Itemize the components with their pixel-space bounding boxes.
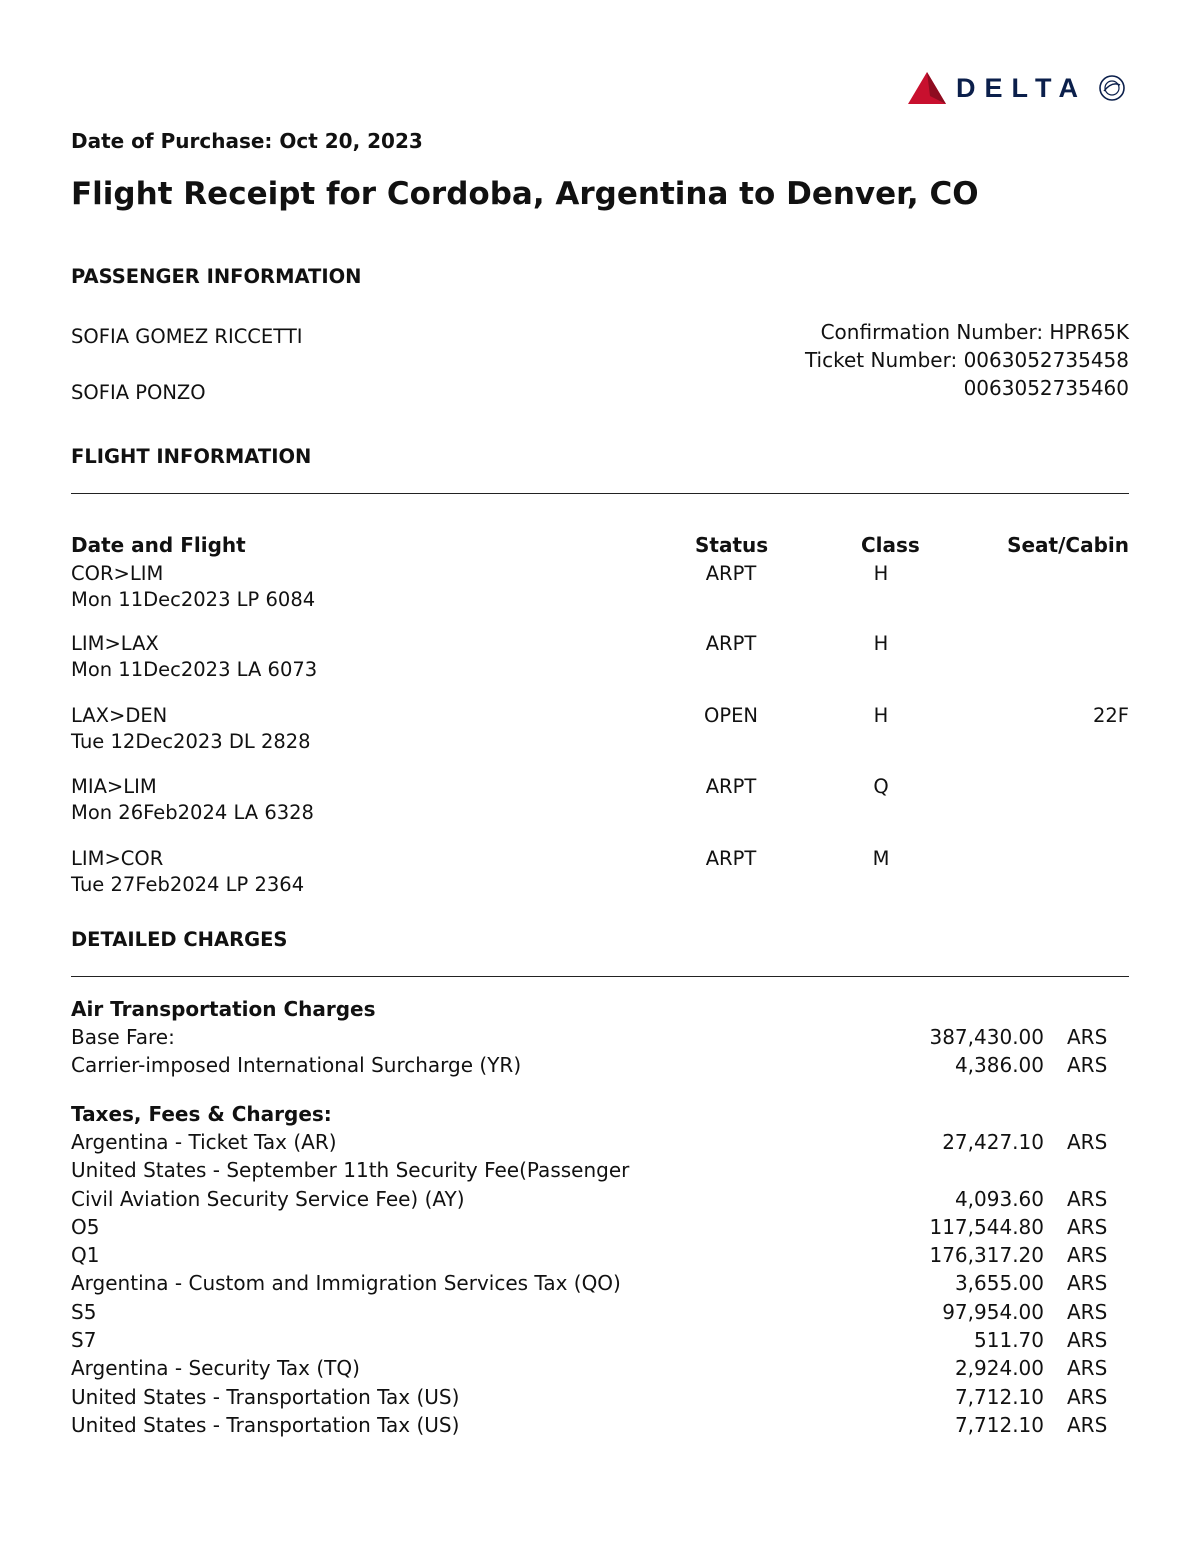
skyteam-seal-icon [1097, 73, 1127, 103]
charges-section-heading: DETAILED CHARGES [71, 928, 288, 951]
charge-label: O5 [71, 1214, 100, 1239]
column-header-date-flight: Date and Flight [71, 533, 246, 557]
charge-row [71, 1051, 1129, 1079]
charge-amount: 3,655.00 [954, 1271, 1044, 1296]
flight-row [71, 847, 1129, 899]
ticket-number: Ticket Number: 0063052735458 [804, 348, 1129, 372]
flight-status: ARPT [705, 847, 757, 870]
flight-route: LIM>COR [71, 847, 164, 870]
charge-row [71, 1354, 1129, 1382]
flight-class: H [873, 632, 889, 655]
charge-amount: 7,712.10 [954, 1412, 1044, 1437]
flight-route: COR>LIM [71, 562, 164, 585]
flight-status: ARPT [705, 632, 757, 655]
charge-row [71, 1156, 1129, 1184]
charge-currency: ARS [1067, 1384, 1108, 1409]
charge-label: Civil Aviation Security Service Fee) (AY) [71, 1186, 465, 1211]
charge-label: Base Fare: [71, 1025, 175, 1049]
divider [71, 976, 1129, 977]
flight-status: OPEN [703, 704, 758, 727]
charge-amount: 176,317.20 [929, 1243, 1044, 1268]
charge-row [71, 1298, 1129, 1326]
delta-wordmark: DELTA [956, 72, 1087, 103]
flight-status: ARPT [705, 775, 757, 798]
charge-currency: ARS [1067, 1130, 1108, 1154]
passenger-name: SOFIA GOMEZ RICCETTI [71, 325, 303, 348]
charge-amount: 117,544.80 [929, 1214, 1044, 1239]
delta-widget-icon [908, 72, 946, 104]
charge-label: Q1 [71, 1243, 100, 1268]
flight-row [71, 704, 1129, 756]
tax-charges-heading: Taxes, Fees & Charges: [71, 1102, 332, 1126]
charge-row [71, 1383, 1129, 1411]
charge-row [71, 1185, 1129, 1213]
charge-label: Argentina - Security Tax (TQ) [71, 1356, 360, 1381]
charge-currency: ARS [1067, 1243, 1108, 1268]
confirmation-number: Confirmation Number: HPR65K [820, 320, 1129, 344]
charge-amount: 4,093.60 [954, 1186, 1044, 1211]
flight-route: LIM>LAX [71, 632, 159, 655]
charge-amount: 97,954.00 [942, 1299, 1044, 1324]
flight-class: H [873, 562, 889, 585]
charge-label: United States - Transportation Tax (US) [71, 1412, 460, 1437]
ticket-number-second: 0063052735460 [963, 376, 1129, 400]
charge-currency: ARS [1067, 1214, 1108, 1239]
booking-reference [805, 318, 1129, 402]
charge-currency: ARS [1067, 1186, 1108, 1211]
flight-date: Mon 11Dec2023 LP 6084 [71, 588, 316, 611]
charge-label: United States - Transportation Tax (US) [71, 1384, 460, 1409]
charge-label: S7 [71, 1328, 97, 1353]
charge-label: Carrier-imposed International Surcharge (YR) [71, 1053, 522, 1078]
charge-row [71, 1411, 1129, 1439]
charge-amount: 2,924.00 [954, 1356, 1044, 1381]
charge-currency: ARS [1067, 1271, 1108, 1296]
flight-class: Q [873, 775, 889, 798]
flight-date: Mon 26Feb2024 LA 6328 [71, 801, 314, 824]
charge-row [71, 1326, 1129, 1354]
air-charges [71, 995, 1129, 1080]
charge-currency: ARS [1067, 1328, 1108, 1353]
charge-amount: 511.70 [974, 1328, 1044, 1353]
flight-seat: 22F [1092, 704, 1129, 727]
column-header-status: Status [695, 533, 769, 557]
flight-status: ARPT [705, 562, 757, 585]
flight-row [71, 632, 1129, 684]
charge-row [71, 1128, 1129, 1156]
charge-currency: ARS [1067, 1053, 1108, 1078]
charge-amount: 4,386.00 [954, 1053, 1044, 1078]
purchase-date: Date of Purchase: Oct 20, 2023 [71, 129, 423, 153]
charge-row [71, 1023, 1129, 1051]
air-charges-heading: Air Transportation Charges [71, 997, 376, 1021]
flight-route: LAX>DEN [71, 704, 168, 727]
charge-row [71, 1241, 1129, 1269]
charge-label: United States - September 11th Security Fee(Passenger [71, 1158, 630, 1183]
charge-currency: ARS [1067, 1412, 1108, 1437]
flight-row [71, 562, 1129, 614]
tax-charges [71, 1100, 1129, 1439]
flight-date: Tue 12Dec2023 DL 2828 [71, 730, 311, 753]
flight-class: H [873, 704, 889, 727]
charge-amount: 7,712.10 [954, 1384, 1044, 1409]
charge-label: Argentina - Ticket Tax (AR) [71, 1130, 337, 1154]
charge-currency: ARS [1067, 1299, 1108, 1324]
charge-amount: 387,430.00 [929, 1025, 1044, 1049]
flight-section-heading: FLIGHT INFORMATION [71, 445, 312, 468]
column-header-seat: Seat/Cabin [1007, 533, 1129, 557]
charge-amount: 27,427.10 [942, 1130, 1044, 1154]
divider [71, 493, 1129, 494]
flight-class: M [872, 847, 890, 870]
charge-currency: ARS [1067, 1356, 1108, 1381]
delta-logo [908, 72, 1127, 104]
charge-row [71, 1269, 1129, 1297]
flight-route: MIA>LIM [71, 775, 157, 798]
flight-date: Tue 27Feb2024 LP 2364 [71, 873, 305, 896]
flight-row [71, 775, 1129, 827]
charge-currency: ARS [1067, 1025, 1108, 1049]
charge-label: Argentina - Custom and Immigration Services Tax (QO) [71, 1271, 621, 1296]
charge-label: S5 [71, 1299, 97, 1324]
page-title: Flight Receipt for Cordoba, Argentina to Denver, CO [71, 176, 979, 212]
passenger-name: SOFIA PONZO [71, 381, 206, 404]
charge-row [71, 1213, 1129, 1241]
flight-date: Mon 11Dec2023 LA 6073 [71, 658, 318, 681]
passenger-section-heading: PASSENGER INFORMATION [71, 265, 362, 288]
column-header-class: Class [861, 533, 920, 557]
